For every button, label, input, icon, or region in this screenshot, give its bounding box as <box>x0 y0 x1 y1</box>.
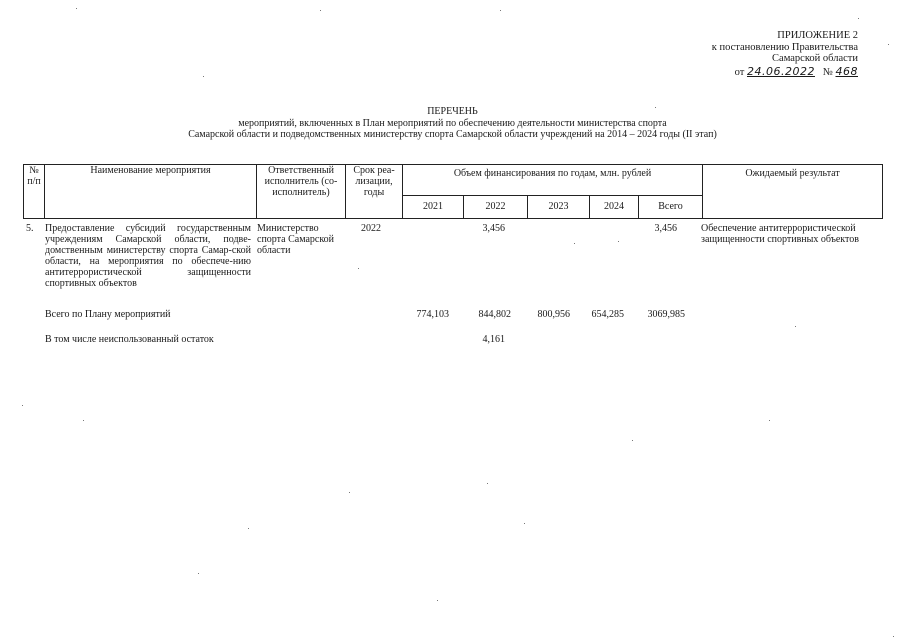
header-term: Срок реа-лизации, годы <box>346 165 403 219</box>
appendix-block <box>640 30 858 78</box>
total-2023: 800,956 <box>537 309 570 320</box>
document-title: ПЕРЕЧЕНЬ <box>427 106 478 117</box>
document-subtitle-1: мероприятий, включенных в План мероприятий по обеспечению деятельности министерства спорта <box>238 117 667 129</box>
document-title-block <box>0 106 905 141</box>
document-subtitle-2: Самарской области и подведомственных министерству спорта Самарской области учреждений на 2014 – 2024 годы (II этап) <box>188 129 717 140</box>
appendix-date-line <box>640 66 858 79</box>
date-value: 24.06.2022 <box>746 64 815 78</box>
header-funding: Объем финансирования по годам, млн. рублей <box>403 165 703 196</box>
number-value: 468 <box>835 64 858 78</box>
header-year-2023: 2023 <box>528 195 590 218</box>
header-year-total: Всего <box>639 195 703 218</box>
header-year-2022: 2022 <box>464 195 528 218</box>
date-prefix: от <box>734 66 745 78</box>
header-result: Ожидаемый результат <box>703 165 883 219</box>
row-number: 5. <box>26 223 34 234</box>
row-name: Предоставление субсидий государственным учреждениям Самарской области, подве-домственным министерству спорта Самар-ской области, на мероприятия по обеспече-нию антитеррористической защищенности спортивных объектов <box>45 223 251 289</box>
row-executor: Министерство спорта Самарской области <box>257 223 335 256</box>
remainder-label: В том числе неиспользованный остаток <box>45 334 214 345</box>
row-result: Обеспечение антитеррористической защищенности спортивных объектов <box>701 223 859 245</box>
row-value-2022: 3,456 <box>482 223 505 234</box>
header-table <box>23 164 883 219</box>
header-year-2024: 2024 <box>590 195 639 218</box>
total-2024: 654,285 <box>591 309 624 320</box>
number-prefix: № <box>822 66 833 78</box>
appendix-title: ПРИЛОЖЕНИЕ 2 <box>777 30 858 41</box>
remainder-2022: 4,161 <box>482 334 505 345</box>
header-name: Наименование мероприятия <box>45 165 257 219</box>
row-value-total: 3,456 <box>654 223 677 234</box>
total-2022: 844,802 <box>478 309 511 320</box>
total-label: Всего по Плану мероприятий <box>45 309 171 320</box>
header-number: № п/п <box>24 165 45 219</box>
header-year-2021: 2021 <box>403 195 464 218</box>
total-all: 3069,985 <box>647 309 685 320</box>
row-term: 2022 <box>361 223 381 234</box>
appendix-line2: Самарской области <box>772 53 858 64</box>
total-2021: 774,103 <box>416 309 449 320</box>
header-executor: Ответственный исполнитель (со-исполнитель) <box>257 165 346 219</box>
appendix-line1: к постановлению Правительства <box>711 41 858 53</box>
